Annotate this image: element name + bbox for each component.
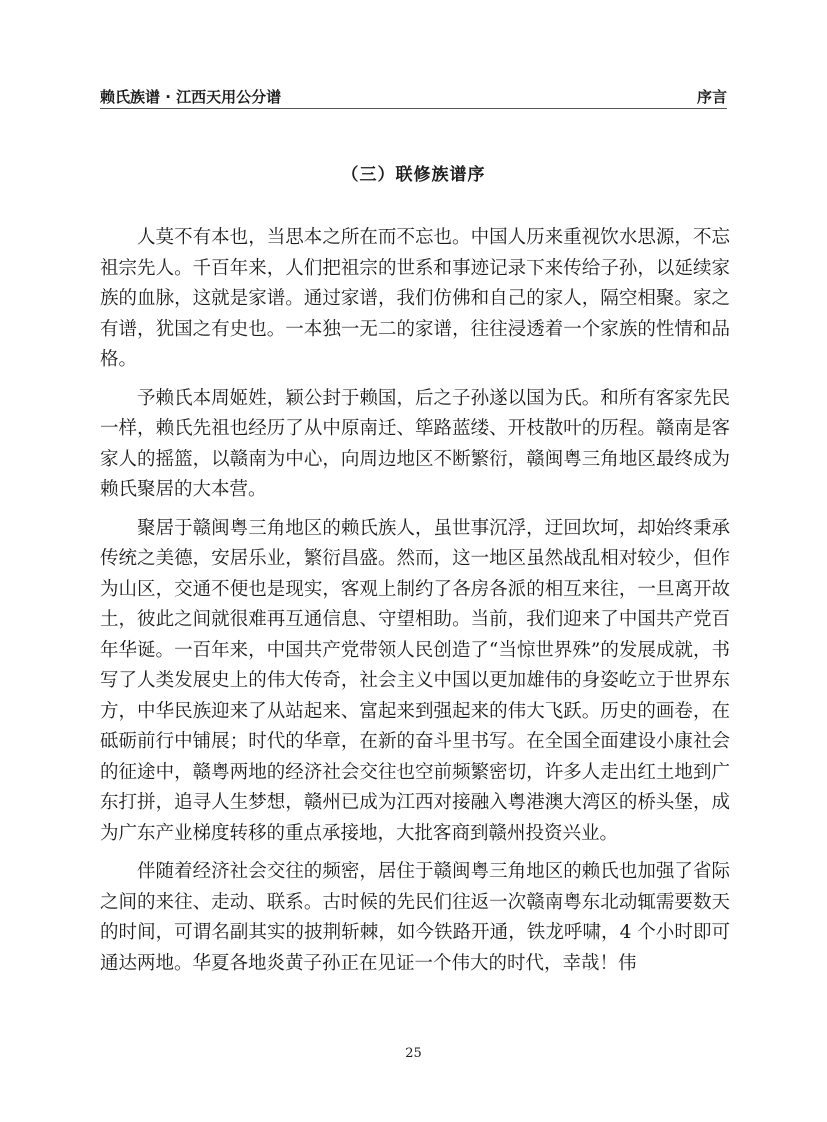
paragraph: 聚居于赣闽粤三角地区的赖氏族人，虽世事沉浮，迂回坎坷，却始终秉承传统之美德，安居乐业，繁衍昌盛。然而，这一地区虽然战乱相对较少，但作为山区，交通不便也是现实，客观上制约了各房各派的相互来往，一旦离开故土，彼此之间就很难再互通信息、守望相助。当前，我们迎来了中国共产党百年华诞。一百年来，中国共产党带领人民创造了“当惊世界殊”的发展成就，书写了人类发展史上的伟大传奇，社会主义中国以更加雄伟的身姿屹立于世界东方，中华民族迎来了从站起来、富起来到强起来的伟大飞跃。历史的画卷，在砥砺前行中铺展；时代的华章，在新的奋斗里书写。在全国全面建设小康社会的征途中，赣粤两地的经济社会交往也空前频繁密切，许多人走出红土地到广东打拼，追寻人生梦想，赣州已成为江西对接融入粤港澳大湾区的桥头堡，成为广东产业梯度转移的重点承接地，大批客商到赣州投资兴业。 [100,517,730,844]
header-book-title: 赖氏族谱 · 江西天用公分谱 [100,88,282,106]
page-number: 25 [405,1046,422,1061]
body-text [100,223,730,987]
paragraph: 人莫不有本也，当思本之所在而不忘也。中国人历来重视饮水思源，不忘祖宗先人。千百年来，人们把祖宗的世系和事迹记录下来传给子孙，以延续家族的血脉，这就是家谱。通过家谱，我们仿佛和自己的家人，隔空相聚。家之有谱，犹国之有史也。一本独一无二的家谱，往往浸透着一个家族的性情和品格。 [100,227,730,370]
paragraph: 伴随着经济社会交往的频密，居住于赣闽粤三角地区的赖氏也加强了省际之间的来往、走动、联系。古时候的先民们往返一次赣南粤东北动辄需要数天的时间，可谓名副其实的披荆斩棘，如今铁路开通，铁龙呼啸，4 个小时即可通达两地。华夏各地炎黄子孙正在见证一个伟大的时代，幸哉！伟 [100,861,730,974]
running-header [100,84,727,109]
section-title: （三）联修族谱序 [341,165,486,185]
paragraph: 予赖氏本周姬姓，颖公封于赖国，后之子孙遂以国为氏。和所有客家先民一样，赖氏先祖也经历了从中原南迁、筚路蓝缕、开枝散叶的历程。赣南是客家人的摇篮，以赣南为中心，向周边地区不断繁衍，赣闽粤三角地区最终成为赖氏聚居的大本营。 [100,387,730,500]
header-section-title: 序言 [696,88,727,106]
